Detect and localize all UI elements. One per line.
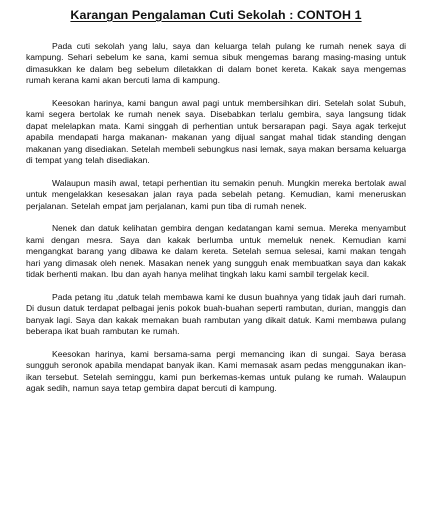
document-title: Karangan Pengalaman Cuti Sekolah : CONTOH 1 [70,8,362,22]
paragraph-4: Nenek dan datuk kelihatan gembira dengan kedatangan kami semua. Mereka menyambut kami dengan mesra. Saya dan kakak berlumba untuk memeluk nenek. Kemudian kami mengangkat barang yang dibawa ke dalam kereta. Setelah semua selesai, kami makan tengah hari yang dimasak oleh nenek. Masakan nenek yang sungguh enak membuatkan saya dan kakak tidak berhenti makan. Ibu dan ayah hanya melihat tingkah laku kami sambil tergelak kecil. [26,223,406,280]
paragraph-6: Keesokan harinya, kami bersama-sama pergi memancing ikan di sungai. Saya berasa sungguh seronok apabila mendapat banyak ikan. Kami memasak asam pedas menggunakan ikan-ikan tersebut. Setelah seminggu, kami pun berkemas-kemas untuk pulang ke rumah. Walaupun agak sedih, namun saya tetap gembira dapat bercuti di kampung. [26,348,406,394]
paragraph-3: Walaupun masih awal, tetapi perhentian itu semakin penuh. Mungkin mereka bertolak awal untuk mengelakkan kesesakan jalan raya pada sebelah petang. Kemudian, kami meneruskan perjalanan. Setelah empat jam perjalanan, kami pun tiba di rumah nenek. [26,177,406,211]
paragraph-2: Keesokan harinya, kami bangun awal pagi untuk membersihkan diri. Setelah solat Subuh, kami segera bertolak ke rumah nenek saya. Disebabkan terlalu gembira, saya langsung tidak dapat melelapkan mata. Kami singgah di perhentian untuk bersarapan pagi. Saya agak terkejut apabila mendapati harga makanan- makanan yang dijual sangat mahal tidak standing dengan makanan yang disediakan. Setelah membeli sebungkus nasi lemak, saya makan bersama keluarga di tempat yang telah disediakan. [26,98,406,166]
paragraph-5: Pada petang itu ,datuk telah membawa kami ke dusun buahnya yang tidak jauh dari rumah. Di dusun datuk terdapat pelbagai jenis pokok buah-buahan seperti rambutan, durian, manggis dan banyak lagi. Saya dan kakak memakan buah rambutan yang dikait datuk. Kami membawa pulang beberapa ikat buah rambutan ke rumah. [26,291,406,337]
paragraph-1: Pada cuti sekolah yang lalu, saya dan keluarga telah pulang ke rumah nenek saya di kampung. Sehari sebelum ke sana, kami semua sibuk mengemas barang masing-masing untuk dimasukkan ke dalam beg sebelum diletakkan di dalam bonet kereta. Kakak saya mengemas rumah kerana kami akan bercuti lama di kampung. [26,41,406,86]
